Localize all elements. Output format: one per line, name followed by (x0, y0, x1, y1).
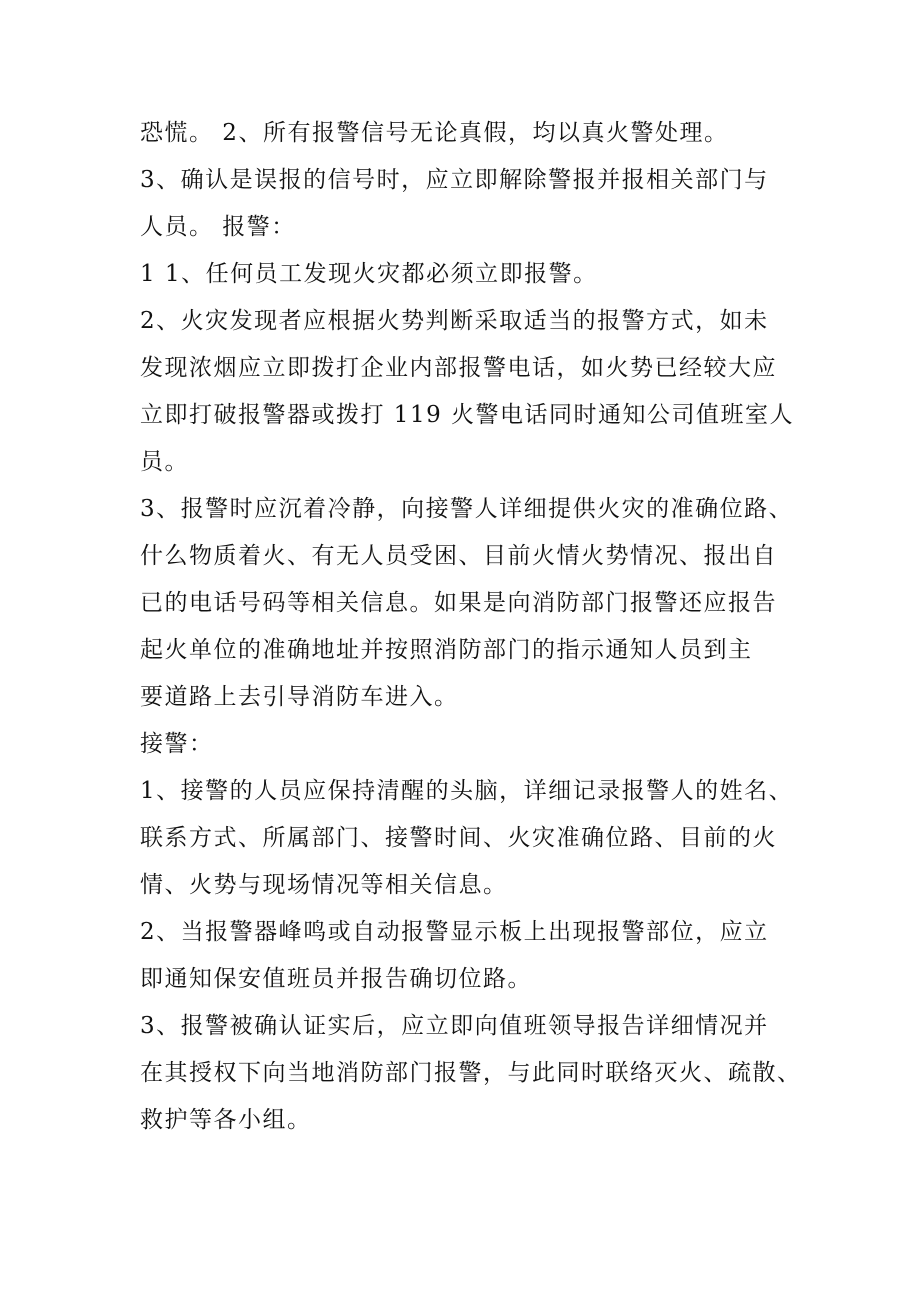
section-heading: 接警： (140, 731, 214, 757)
text-line: 联系方式、所属部门、接警时间、火灾准确位路、目前的火 (140, 825, 777, 851)
text-line: 救护等各小组。 (140, 1107, 312, 1133)
text-line: 情、火势与现场情况等相关信息。 (140, 872, 508, 898)
text-line: 已的电话号码等相关信息。如果是向消防部门报警还应报告 (140, 590, 777, 616)
text-line: 恐慌。 2、所有报警信号无论真假，均以真火警处理。 (140, 120, 729, 146)
text-line: 2、当报警器峰鸣或自动报警显示板上出现报警部位，应立 (140, 919, 769, 945)
text-line: 3、确认是误报的信号时，应立即解除警报并报相关部门与 (140, 167, 769, 193)
text-line: 人员。 报警： (140, 214, 296, 240)
text-line: 3、报警被确认证实后，应立即向值班领导报告详细情况并 (140, 1013, 769, 1039)
text-line: 在其授权下向当地消防部门报警，与此同时联络灭火、疏散、 (140, 1060, 802, 1086)
document-body (140, 110, 810, 1144)
text-line: 即通知保安值班员并报告确切位路。 (140, 966, 532, 992)
text-line: 起火单位的准确地址并按照消防部门的指示通知人员到主 (140, 637, 753, 663)
text-line: 什么物质着火、有无人员受困、目前火情火势情况、报出自 (140, 543, 777, 569)
text-line: 立即打破报警器或拨打 119 火警电话同时通知公司值班室人 (140, 402, 795, 428)
text-line: 2、火灾发现者应根据火势判断采取适当的报警方式，如未 (140, 308, 769, 334)
text-line: 要道路上去引导消防车进入。 (140, 684, 459, 710)
text-line: 发现浓烟应立即拨打企业内部报警电话，如火势已经较大应 (140, 355, 777, 381)
text-line: 1 1、任何员工发现火灾都必须立即报警。 (140, 261, 598, 287)
text-line: 3、报警时应沉着冷静，向接警人详细提供火灾的准确位路、 (140, 496, 794, 522)
text-line: 员。 (140, 449, 189, 475)
text-line: 1、接警的人员应保持清醒的头脑，详细记录报警人的姓名、 (140, 778, 794, 804)
